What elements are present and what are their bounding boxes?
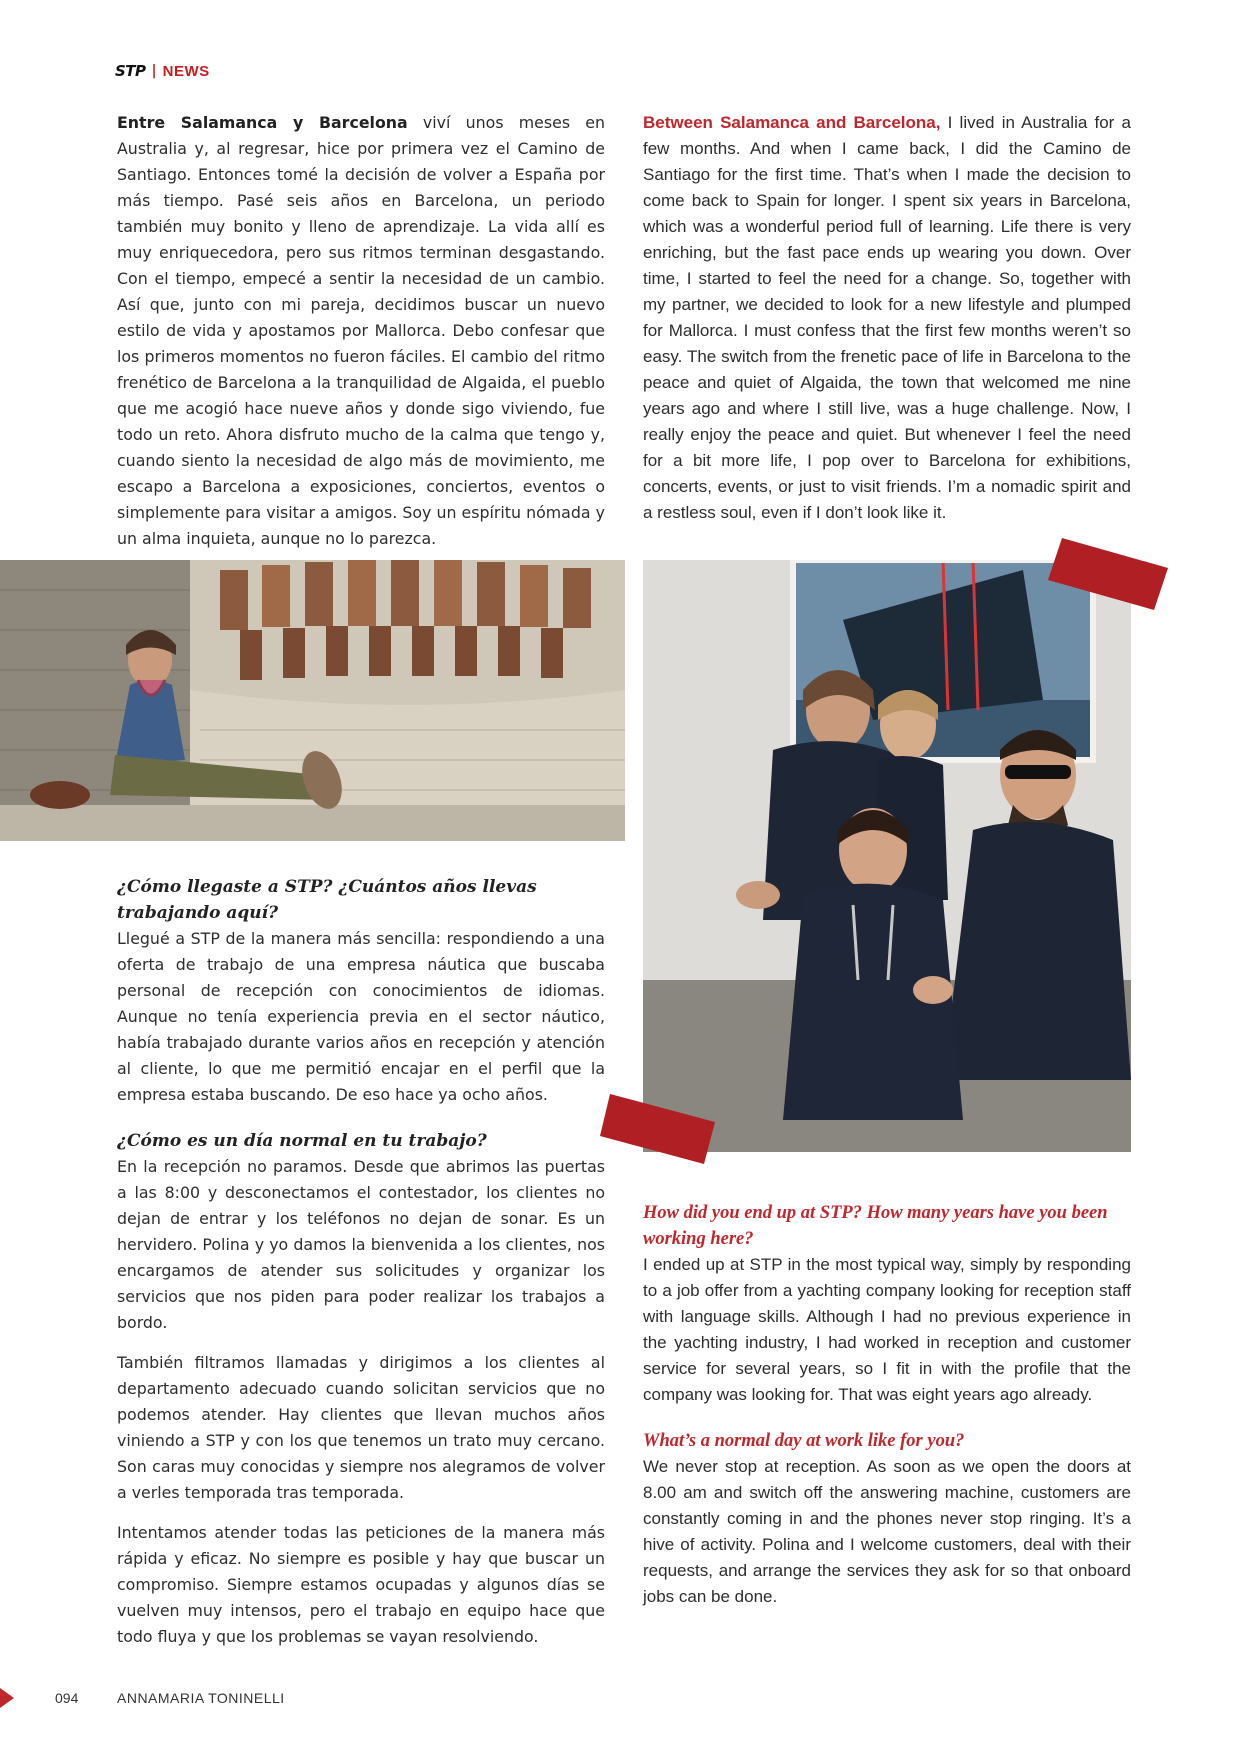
photo-woman-castle-image xyxy=(0,560,625,841)
intro-es-lead: Entre Salamanca y Barcelona xyxy=(117,113,408,132)
photo-team-group xyxy=(643,560,1131,1152)
answer-es-1: Llegué a STP de la manera más sencilla: respondiendo a una oferta de trabajo de una empresa náutica que buscaba personal de recepción con conocimientos de idiomas. Aunque no tenía experiencia previa en el sector náutico, había trabajado durante varios años en recepción y atención al cliente, lo que me permitió encajar en el perfil que la empresa estaba buscando. De eso hace ya ocho años. xyxy=(117,929,605,1104)
qa-en-column xyxy=(643,1200,1131,1610)
intro-en-paragraph xyxy=(643,110,1131,526)
footer-arrow-icon xyxy=(0,1688,14,1708)
author-name: ANNAMARIA TONINELLI xyxy=(117,1690,285,1706)
intro-en-text: I lived in Australia for a few months. And when I came back, I did the Camino de Santiago for the first time. That’s when I made the decision to come back to Spain for longer. I spent six years in Barcelona, which was a wonderful period full of learning. Life there is very enriching, but the fast pace ends up wearing you down. Over time, I started to feel the need for a change. So, together with my partner, we decided to look for a new lifestyle and plumped for Mallorca. I must confess that the first few months weren’t so easy. The switch from the frenetic pace of life in Barcelona to the peace and quiet of Algaida, the town that welcomed me nine years ago and where I still live, was a huge challenge. Now, I really enjoy the peace and quiet. But whenever I feel the need for a bit more life, I pop over to Barcelona for exhibitions, concerts, events, or just to visit friends. I’m a nomadic spirit and a restless soul, even if I don’t look like it. xyxy=(643,113,1131,522)
header-separator: | xyxy=(151,63,157,79)
qa-es-column xyxy=(117,874,605,1650)
answer-es-2-p3: Intentamos atender todas las peticiones de la manera más rápida y eficaz. No siempre es posible y hay que buscar un compromiso. Siempre estamos ocupadas y algunos días se vuelven muy intensos, pero el trabajo en equipo hace que todo fluya y que los problemas se vayan resolviendo. xyxy=(117,1523,605,1646)
intro-es-paragraph xyxy=(117,110,605,552)
answer-en-2: We never stop at reception. As soon as we open the doors at 8.00 am and switch off the answering machine, customers are constantly coming in and the phones never stop ringing. It’s a hive of activity. Polina and I welcome customers, deal with their requests, and arrange the services they ask for so that onboard jobs can be done. xyxy=(643,1457,1131,1606)
intro-en-column xyxy=(643,110,1131,526)
photo-woman-castle xyxy=(0,560,625,841)
intro-en-lead: Between Salamanca and Barcelona, xyxy=(643,113,941,132)
footer xyxy=(0,1688,1240,1708)
photo-team-group-image xyxy=(643,560,1131,1152)
question-es-1: ¿Cómo llegaste a STP? ¿Cuántos años llevas trabajando aquí? xyxy=(117,877,537,923)
stp-logo: STP xyxy=(115,62,146,80)
question-en-2: What’s a normal day at work like for you? xyxy=(643,1431,965,1451)
answer-es-2-p1: En la recepción no paramos. Desde que abrimos las puertas a las 8:00 y desconectamos el contestador, los clientes no dejan de entrar y los teléfonos no dejan de sonar. Es un hervidero. Polina y yo damos la bienvenida a los clientes, nos encargamos de atender sus solicitudes y organizar los servicios que nos piden para poder realizar los trabajos a bordo. xyxy=(117,1157,605,1332)
red-accent-tape-bottom xyxy=(600,1094,715,1164)
question-en-1: How did you end up at STP? How many years have you been working here? xyxy=(643,1203,1108,1249)
red-accent-tape-top xyxy=(1048,538,1168,610)
answer-es-2-p2: También filtramos llamadas y dirigimos a los clientes al departamento adecuado cuando solicitan servicios que no podemos atender. Hay clientes que llevan muchos años viniendo a STP y con los que tenemos un trato muy cercano. Son caras muy conocidas y siempre nos alegramos de volver a verles temporada tras temporada. xyxy=(117,1353,605,1502)
answer-en-1: I ended up at STP in the most typical way, simply by responding to a job offer from a yachting company looking for reception staff with language skills. Although I had no previous experience in the yachting industry, I had worked in reception and customer service for several years, so I fit in with the profile that the company was looking for. That was eight years ago already. xyxy=(643,1255,1131,1404)
question-es-2: ¿Cómo es un día normal en tu trabajo? xyxy=(117,1131,487,1151)
intro-es-column xyxy=(117,110,605,552)
header xyxy=(115,62,210,80)
section-title: NEWS xyxy=(162,62,210,80)
page-number: 094 xyxy=(55,1690,79,1706)
intro-es-text: viví unos meses en Australia y, al regresar, hice por primera vez el Camino de Santiago. Entonces tomé la decisión de volver a España por más tiempo. Pasé seis años en Barcelona, un periodo también muy bonito y lleno de aprendizaje. La vida allí es muy enriquecedora, pero sus ritmos terminan desgastando. Con el tiempo, empecé a sentir la necesidad de un cambio. Así que, junto con mi pareja, decidimos buscar un nuevo estilo de vida y apostamos por Mallorca. Debo confesar que los primeros momentos no fueron fáciles. El cambio del ritmo frenético de Barcelona a la tranquilidad de Algaida, el pueblo que me acogió hace nueve años y donde sigo viviendo, fue todo un reto. Ahora disfruto mucho de la calma que tengo y, cuando siento la necesidad de algo más de movimiento, me escapo a Barcelona a exposiciones, conciertos, eventos o simplemente para visitar a amigos. Soy un espíritu nómada y un alma inquieta, aunque no lo parezca. xyxy=(117,113,605,548)
